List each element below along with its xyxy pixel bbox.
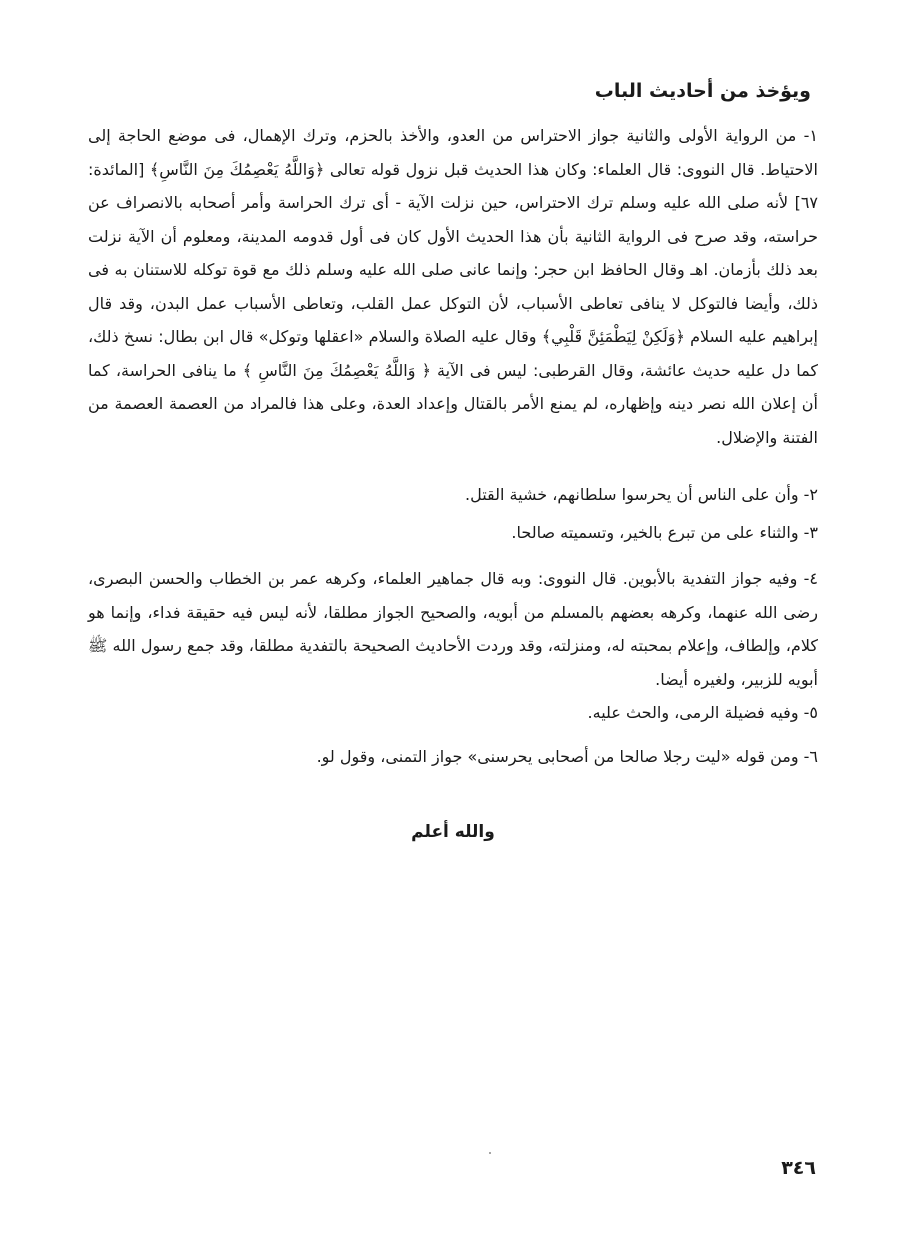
closing-phrase: والله أعلم	[411, 822, 495, 842]
list-item	[88, 562, 818, 696]
list-item	[88, 119, 818, 454]
item-text: ٥- وفيه فضيلة الرمى، والحث عليه.	[587, 703, 818, 722]
list-item	[88, 516, 818, 550]
scan-speck	[489, 1152, 491, 1154]
section-heading: ويؤخذ من أحاديث الباب	[594, 80, 811, 102]
item-text: ١- من الرواية الأولى والثانية جواز الاحتراس من العدو، والأخذ بالحزم، وترك الإهمال، فى موضع الحاجة إلى الاحتياط. قال النووى: قال العلماء: وكان هذا الحديث قبل نزول قوله تعالى ﴿وَاللَّهُ يَعْصِمُكَ مِنَ النَّاسِ﴾ [المائدة: ٦٧] لأنه صلى الله عليه وسلم ترك الاحتراس، حين نزلت الآية - أى ترك الحراسة وأمر أصحابه بالانصراف عن حراسته، وقد صرح فى الرواية الثانية بأن هذا الحديث الأول كان فى أول قدومه المدينة، ومعلوم أن الآية نزلت بعد ذلك بأزمان. اهـ وقال الحافظ ابن حجر: وإنما عانى صلى الله عليه وسلم ذلك مع قوة توكله للاستنان به فى ذلك، وأيضا فالتوكل لا ينافى تعاطى الأسباب، لأن التوكل عمل القلب، وتعاطى الأسباب عمل البدن، وقد قال إبراهيم عليه السلام ﴿وَلَكِنْ لِيَطْمَئِنَّ قَلْبِي﴾ وقال عليه الصلاة والسلام «اعقلها وتوكل» قال ابن بطال: نسخ ذلك، كما دل عليه حديث عائشة، وقال القرطبى: ليس فى الآية ﴿ وَاللَّهُ يَعْصِمُكَ مِنَ النَّاسِ ﴾ ما ينافى الحراسة، كما أن إعلان الله نصر دينه وإظهاره، لم يمنع الأمر بالقتال وإعداد العدة، وعلى هذا فالمراد من العصمة العصمة من الفتنة والإضلال.	[88, 126, 818, 447]
page-number: ٣٤٦	[781, 1157, 816, 1179]
list-item	[88, 478, 818, 512]
list-item	[88, 740, 818, 774]
item-text: ٦- ومن قوله «ليت رجلا صالحا من أصحابى يحرسنى» جواز التمنى، وقول لو.	[316, 747, 818, 766]
item-text: ٤- وفيه جواز التفدية بالأبوين. قال النووى: وبه قال جماهير العلماء، وكرهه عمر بن الخطاب والحسن البصرى، رضى الله عنهما، وكرهه بعضهم بالمسلم من أبويه، والصحيح الجواز مطلقا، لأنه ليس فيه حقيقة فداء، وإنما هو كلام، وإلطاف، وإعلام بمحبته له، ومنزلته، وقد وردت الأحاديث الصحيحة بالتفدية مطلقا، وقد جمع رسول الله ﷺ أبويه للزبير، ولغيره أيضا.	[88, 569, 818, 689]
item-text: ٢- وأن على الناس أن يحرسوا سلطانهم، خشية القتل.	[465, 485, 818, 504]
list-item	[88, 696, 818, 730]
item-text: ٣- والثناء على من تبرع بالخير، وتسميته صالحا.	[511, 523, 818, 542]
